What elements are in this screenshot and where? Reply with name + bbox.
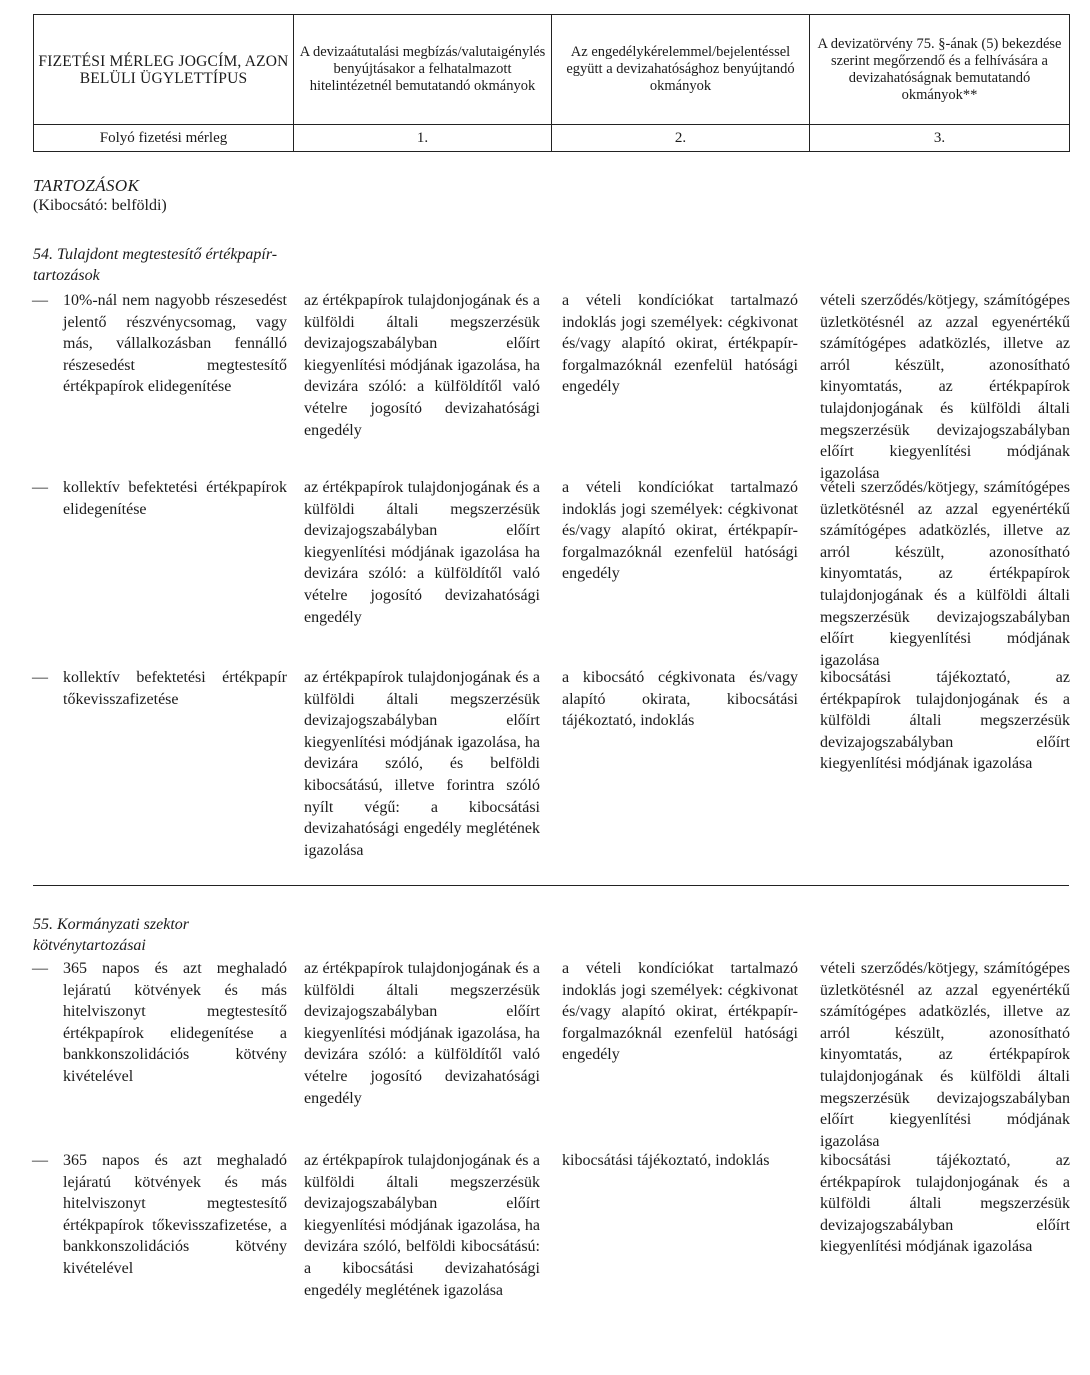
item-bank-documents: az értékpapírok tulajdonjogának és a külföldi általi megszerzésük devizajogszabályban előírt kiegyenlítési módjának igazolása, ha devizára szóló, és belföldi kibocsátású, illetve forintra szóló nyílt végű: a kibocsátási devizahatósági engedély meglétének igazolása [304, 669, 540, 859]
header-col-retained-documents: A devizatörvény 75. §-ának (5) bekezdése szerint megőrzendő és a felhívására a devizahatóságnak bemutatandó okmányok** [810, 15, 1070, 125]
item-authority-documents: a vételi kondíciókat tartalmazó indoklás jogi személyek: cégkivonat és/vagy alapító okirat, értékpapír-forgalmazóknál ezenfelül hatósági engedély [562, 479, 798, 583]
item-retained-documents: vételi szerződés/kötjegy, számítógépes üzletkötésnél az azzal egyenértékű számítógépes adatközlés, illetve az arról készült, azonosítható kinyomtatás, az értékpapírok tulajdonjogának és külföldi általi megszerzésük devizajogszabályban előírt kiegyenlítési módjának igazolása [820, 960, 1070, 1150]
dash-marker: — [32, 1152, 48, 1169]
item-retained-documents: vételi szerződés/kötjegy, számítógépes üzletkötésnél az azzal egyenértékű számítógépes adatközlés, illetve az arról készült, azonosítható kinyomtatás, az értékpapírok tulajdonjogának és a külföldi általi megszerzésük devizajogszabályban előírt kiegyenlítési módjának igazolása [820, 479, 1070, 669]
item-type-text: 10%-nál nem nagyobb részesedést jelentő részvénycsomag, vagy más, vállalkozásban fennálló részesedést megtestesítő értékpapírok elidegenítése [63, 292, 287, 396]
item-bank-documents: az értékpapírok tulajdonjogának és a külföldi általi megszerzésük devizajogszabályban előírt kiegyenlítési módjának igazolása, ha devizára szóló: a külföldítől való vételre jogosító devizahatósági engedély [304, 960, 540, 1107]
item-bank-documents: az értékpapírok tulajdonjogának és a külföldi általi megszerzésük devizajogszabályban előírt kiegyenlítési módjának igazolása, ha devizára szóló: a külföldítől való vételre jogosító devizahatósági engedély [304, 292, 540, 439]
dash-marker: — [32, 960, 48, 977]
header-col-authority-documents: Az engedélykérelemmel/bejelentéssel együtt a devizahatósághoz benyújtandó okmányok [552, 15, 810, 125]
header-col-bank-documents: A devizaátutalási megbízás/valutaigénylés benyújtásakor a felhatalmazott hitelintézetnél bemutatandó okmányok [294, 15, 552, 125]
item-authority-documents: kibocsátási tájékoztató, indoklás [562, 1152, 770, 1169]
header-num-2: 2. [552, 125, 810, 152]
item-authority-documents: a kibocsátó cégkivonata és/vagy alapító okirata, kibocsátási tájékoztató, indoklás [562, 669, 798, 730]
item-type-text: kollektív befektetési értékpapír tőkevisszafizetése [63, 669, 287, 708]
dash-marker: — [32, 669, 48, 686]
header-col-title: FIZETÉSI MÉRLEG JOGCÍM, AZON BELÜLI ÜGYLETTÍPUS [34, 15, 294, 125]
header-table [33, 14, 1070, 152]
item-type-cell [32, 667, 287, 710]
item-retained-documents: kibocsátási tájékoztató, az értékpapírok tulajdonjogának és a külföldi általi megszerzésük devizajogszabályban előírt kiegyenlítési módjának igazolása [820, 1152, 1070, 1256]
dash-marker: — [32, 292, 48, 309]
item-type-cell [32, 958, 287, 1088]
item-retained-documents: kibocsátási tájékoztató, az értékpapírok tulajdonjogának és a külföldi általi megszerzésük devizajogszabályban előírt kiegyenlítési módjának igazolása [820, 669, 1070, 773]
section-divider [33, 885, 1069, 886]
header-row [34, 15, 1070, 125]
item-type-text: 365 napos és azt meghaladó lejáratú kötvények és más hitelviszonyt megtestesítő értékpapírok tőkevisszafizetése, a bankkonszolidációs kötvény kivételével [63, 1152, 287, 1277]
item-type-text: kollektív befektetési értékpapírok elidegenítése [63, 479, 287, 518]
item-type-cell [32, 477, 287, 520]
section-subtitle: (Kibocsátó: belföldi) [33, 197, 167, 214]
item-authority-documents: a vételi kondíciókat tartalmazó indoklás jogi személyek: cégkivonat és/vagy alapító okirat, értékpapír-forgalmazóknál ezenfelül hatósági engedély [562, 960, 798, 1064]
header-num-3: 3. [810, 125, 1070, 152]
item-bank-documents: az értékpapírok tulajdonjogának és a külföldi általi megszerzésük devizajogszabályban előírt kiegyenlítési módjának igazolása, ha devizára szóló, belföldi kibocsátású: a kibocsátási devizahatósági engedély meglétének igazolása [304, 1152, 540, 1299]
group-title-55: 55. Kormányzati szektor kötvénytartozásai [33, 916, 189, 954]
item-type-cell [32, 1150, 287, 1280]
item-authority-documents: a vételi kondíciókat tartalmazó indoklás jogi személyek: cégkivonat és/vagy alapító okirat, értékpapír-forgalmazóknál ezenfelül hatósági engedély [562, 292, 798, 396]
header-number-row [34, 125, 1070, 152]
item-retained-documents: vételi szerződés/kötjegy, számítógépes üzletkötésnél az azzal egyenértékű számítógépes adatközlés, illetve az arról készült, azonosítható kinyomtatás, az értékpapírok tulajdonjogának és külföldi általi megszerzésük devizajogszabályban előírt kiegyenlítési módjának igazolása [820, 292, 1070, 482]
header-num-1: 1. [294, 125, 552, 152]
header-num-0: Folyó fizetési mérleg [34, 125, 294, 152]
item-type-cell [32, 290, 287, 398]
section-title: TARTOZÁSOK [33, 176, 140, 195]
group-title-54: 54. Tulajdont megtestesítő értékpapír-tartozások [33, 246, 278, 284]
item-bank-documents: az értékpapírok tulajdonjogának és a külföldi általi megszerzésük devizajogszabályban előírt kiegyenlítési módjának igazolása ha devizára szóló: a külföldítől való vételre jogosító devizahatósági engedély [304, 479, 540, 626]
dash-marker: — [32, 479, 48, 496]
item-type-text: 365 napos és azt meghaladó lejáratú kötvények és más hitelviszonyt megtestesítő értékpapírok elidegenítése a bankkonszolidációs kötvény kivételével [63, 960, 287, 1085]
